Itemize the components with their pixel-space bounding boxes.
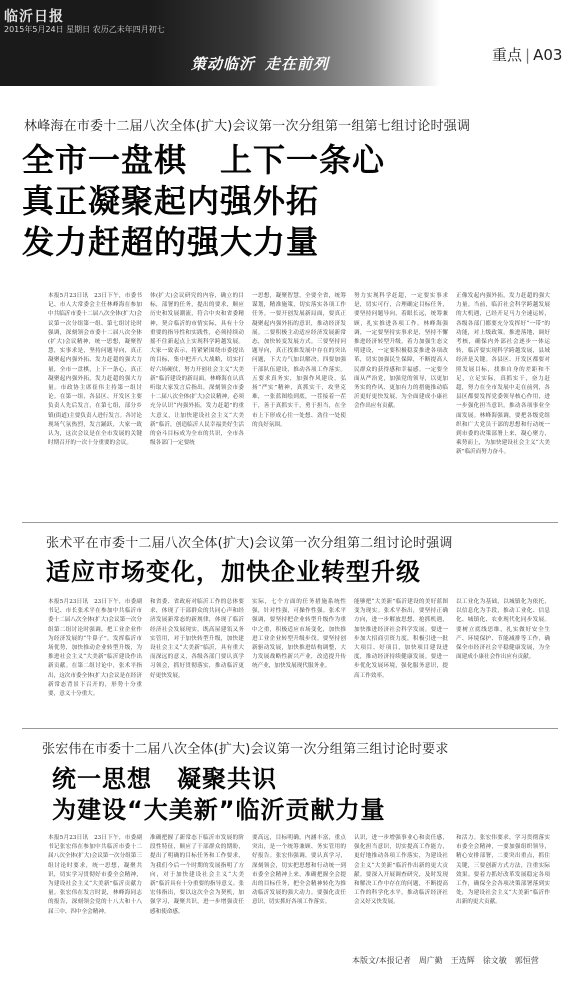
article-3-kicker: 张宏伟在市委十二届八次全体(扩大)会议第一次分组第三组讨论时要求 xyxy=(42,742,449,757)
article-1-column-2: 体(扩大)会议研究的内容，确立的目标，部署的任务，提出的要求，顺应历史和发展潮流，符合中央和省委精神，契合临沂的市情实际，具有十分重要的指导性和实践性，必须持续动摇不住新起点上实现科学跨越发展。大家一致表示，将紧紧围绕市委提出的目标，集中把开八大战略，切实打好六场硬仗，努力开创社会主义“大美新”临沂建设的新局面。林峰海在认真听取大家发言后指出，深刻领会市委十二届八次全体(扩大)会议精神，必须充分认识“内强外拓，发力赶超”的重大意义，让加快建设社会主义“大美新”临沂，创造临沂人民幸福美好生活的奋斗目标成为全市的共识，全市各级各部门一定要统 xyxy=(150,293,244,447)
article-2-column-2: 和省委、省政府对临沂工作的总体要求，体现了干部群众的共同心声和经济发展新常态的新规律，体现了临沂经济社会发展现实，既高屋建瓴又务实管用，对于加快转型升级，加快建设社会主义“大美新”临沂，具有重大而深远的意义，各级各部门要认真学习领会，抓好贯彻落实，推动临沂更好更快发展。 xyxy=(150,599,244,679)
article-2-column-1: 本报5月23日讯 23日下午，市委副书记、市长张术平在参加中共临沂市委十二届八次全体(扩大)会议第一次分组第二组讨论时强调，把工业企业作为经济发展的“牛鼻子”，发挥临沂市场优势，加快推动企业转型升级，为推进社会主义“大美新”临沂建设作出新贡献。在第二组讨论中，张术平指出，这次市委全体(扩大)会议是在经济新常态背景下召开的，形势十分重要，意义十分重大。 xyxy=(48,599,142,698)
article-2-kicker: 张术平在市委十二届八次全体(扩大)会议第一次分组第二组讨论时强调 xyxy=(46,536,453,551)
article-3-column-2: 准确把握了新常态下临沂市发展的阶段性特征，顺应了干部群众的期盼，提出了明确的目标任务和工作要求，为我们今后一个时期的发展指明了方向，对于加快建设社会主义“大美新”临沂具有十分重要的指导意义。张宏伟指出，要以这次全会为契机，加强学习，凝聚共识，进一步增强责任感和使命感。 xyxy=(150,835,244,915)
article-1-column-5: 正像发起内强外拓，发力赶超的强大力量。当前，临沂社会科学跨越发展的大机遇，已经开足马力全速运转，各级各部门都要充分发挥好“一带”的功能，对上级政策，推进落地，调好考核，确保内外部社会逐步一体运转，临沂要实现科学跨越发展，县域经济是关键。各县区、开发区都要对照发展目标，找准自身的差距和不足，立足实际，真抓实干，奋力赶超，努力在全市发展中走在前列，各县区都要发挥党委领导核心作用，进一步强化担当意识，推动各项事业全面发展。林峰海强调，要把各级党组织和广大党员干部的思想和行动统一到市委的决策部署上来，凝心聚力，乘势而上，为加快建设社会主义“大美新”临沂而努力奋斗。 xyxy=(456,293,550,456)
article-3-headline-line-2: 为建设“大美新”临沂贡献力量 xyxy=(52,796,386,824)
article-3-headline-line-1: 统一思想 凝聚共识 xyxy=(52,765,277,793)
slogan-banner xyxy=(185,46,335,80)
section-name: 重点 xyxy=(492,46,523,64)
article-2-column-4: 能够把“大美新”临沂建设的美好蓝图变为现实。张术平指出，要坚持正确方向，进一步解放思想，抢抓机遇，加快推进经济社会科学发展。要进一步加大招商引资力度，积极引进一批大项目、好项目，加快项目建设进度，推动经济持续健康发展。要进一步优化发展环境，强化服务意识，提高工作效率。 xyxy=(354,599,448,679)
article-2-headline: 适应市场变化，加快企业转型升级 xyxy=(46,558,421,586)
slogan-right: 走在前列 xyxy=(265,54,330,73)
article-3-column-1: 本报5月23日讯 23日下午，市委副书记张宏伟在参加中共临沂市委十二届八次全体(扩大)会议第一次分组第三组讨论时要求，统一思想，凝聚共识，切实学习贯彻好市委全会精神，为建设社会主义“大美新”临沂贡献力量。张宏伟在发言时说，林峰海同志的报告，深刻领会党的十八大和十八届三中、四中全会精神。 xyxy=(48,835,142,915)
section-label xyxy=(492,44,562,65)
section-divider: | xyxy=(525,46,531,64)
article-2-column-5: 以工业化为基础，以城镇化为依托，以信息化为手段，推动工业化、信息化、城镇化、农业现代化同步发展。要树立底线思维，扎实做好安全生产、环境保护、节能减排等工作，确保全市经济社会平稳健康发展，为全面建成小康社会作出应有贡献。 xyxy=(456,599,550,661)
article-1-headline-line-3: 发力赶超的强大力量 xyxy=(22,223,320,261)
article-divider-1 xyxy=(22,522,558,523)
masthead xyxy=(0,0,580,86)
article-3-body xyxy=(48,834,560,948)
article-1-column-4: 努力实现科学赶超，一定要实事求是，切实可行，合理确定目标任务，要坚持问题导向，着眼长远，统筹兼顾，扎实推进各项工作。林峰海强调，一定要坚持实事求是，坚持不懈推进经济转型升级，着力加强生态文明建设，一定要积极稳妥推进各项改革，切实加强民生保障，不断提高人民群众的获得感和幸福感。一定要全面从严治党，加强党的领导，以更加务实的作风、更加有力的措施推动临沂更好更快发展，为全面建成小康社会作出应有贡献。 xyxy=(354,293,448,410)
page-number: A03 xyxy=(533,46,563,64)
article-1-column-3: 一思想，凝聚智慧，全要全省，统筹谋划，精准施策，切实落实各项工作任务。一要开创发展新局面，要真正凝聚起内强外拓的意识，推动经济发展。二要积极主动适应经济发展新常态，加快转变发展方式。三要坚持问题导向，真正找准发展中存在的突出问题，下大力气加以解决。四要加强干部队伍建设，推动各项工作落实。五要求真务实，加强作风建设，弘扬“严实”精神，真抓实干，攻坚克难，一张蓝图绘到底，一茬接着一茬干，善于真抓实干，勇于担当，在全市上下形成心往一处想、劲往一处使的良好氛围。 xyxy=(252,293,346,428)
article-3-column-4: 认识，进一步增强事业心和责任感，强化担当意识，切实提高工作能力，更好地推动各项工作落实，为建设社会主义“大美新”临沂作出新的更大贡献。要深入开展调查研究，及时发现和解决工作中存在的问题，不断提高工作的科学化水平，推动临沂经济社会又好又快发展。 xyxy=(354,835,448,906)
article-3-column-3: 要高远，目标明确，内涵丰富，重点突出，是一个统筹兼顾、务实管用的好报告。张宏伟强调，要认真学习，深刻领会，切实把思想和行动统一到市委全会精神上来，准确把握全会提出的目标任务，把全会精神转化为推动临沂发展的强大动力。要强化责任意识，切实抓好各项工作落实。 xyxy=(252,835,346,906)
byline-credit: 本版文/本报记者 周广勤 王选辉 徐文敏 郭恒营 xyxy=(352,956,539,965)
article-1-headline-line-2: 真正凝聚起内强外拓 xyxy=(22,182,320,220)
date-line: 2015年5月24日 星期日 农历乙未年四月初七 xyxy=(4,25,165,34)
slogan-left: 策动临沂 xyxy=(190,54,255,73)
article-divider-2 xyxy=(22,728,558,729)
article-1-kicker: 林峰海在市委十二届八次全体(扩大)会议第一次分组第一组第七组讨论时强调 xyxy=(24,119,471,134)
article-2-body xyxy=(48,598,560,720)
article-1-column-1: 本报5月23日讯 23日下午，市委书记、市人大常委会主任林峰海在参加中共临沂市委十二届八次全体(扩大)会议第一次分组第一组、第七组讨论时强调，深刻领会市委十二届八次全体(扩大)会议精神，统一思想，凝聚智慧，实事求是，坚持问题导向，真正凝聚起内强外拓、发力赶超的强大力量，全市一盘棋，上下一条心，真正凝聚起内强外拓，发力赶超的强大力量。市政协主席崔伟主持第一组讨论。在第一组，各县区、开发区主要负责人先后发言，在第七组，部分乡镇(街道)主要负责人进行发言。各讨论现场气氛热烈，发言踊跃，大家一致认为，这次会议是在全市发展的关键时期召开的一次十分重要的会议。 xyxy=(48,293,142,447)
paper-name: 临沂日报 xyxy=(4,9,64,25)
article-3-column-5: 和活力。张宏伟要求，学习贯彻落实市委全会精神，一要加强组织领导，精心安排部署，二要突出重点，抓住关键，三要创新方式方法，注重实际效果。要着力抓好改革发展稳定各项工作，确保全会各项决策部署落到实处，为建设社会主义“大美新”临沂作出新的更大贡献。 xyxy=(456,835,550,906)
article-1-headline-line-1: 全市一盘棋 上下一条心 xyxy=(22,141,386,179)
article-2-column-3: 实际，七个方面的任务措施系统性强，针对性强，可操作性强。张术平强调，要坚持把企业转型升级作为重中之重，积极适应市场变化，加快推进工业企业转型升级步伐。要坚持创新驱动发展，加快推进结构调整，大力发展战略性新兴产业，改造提升传统产业，加快发展现代服务业。 xyxy=(252,599,346,670)
article-1-body xyxy=(48,292,560,512)
